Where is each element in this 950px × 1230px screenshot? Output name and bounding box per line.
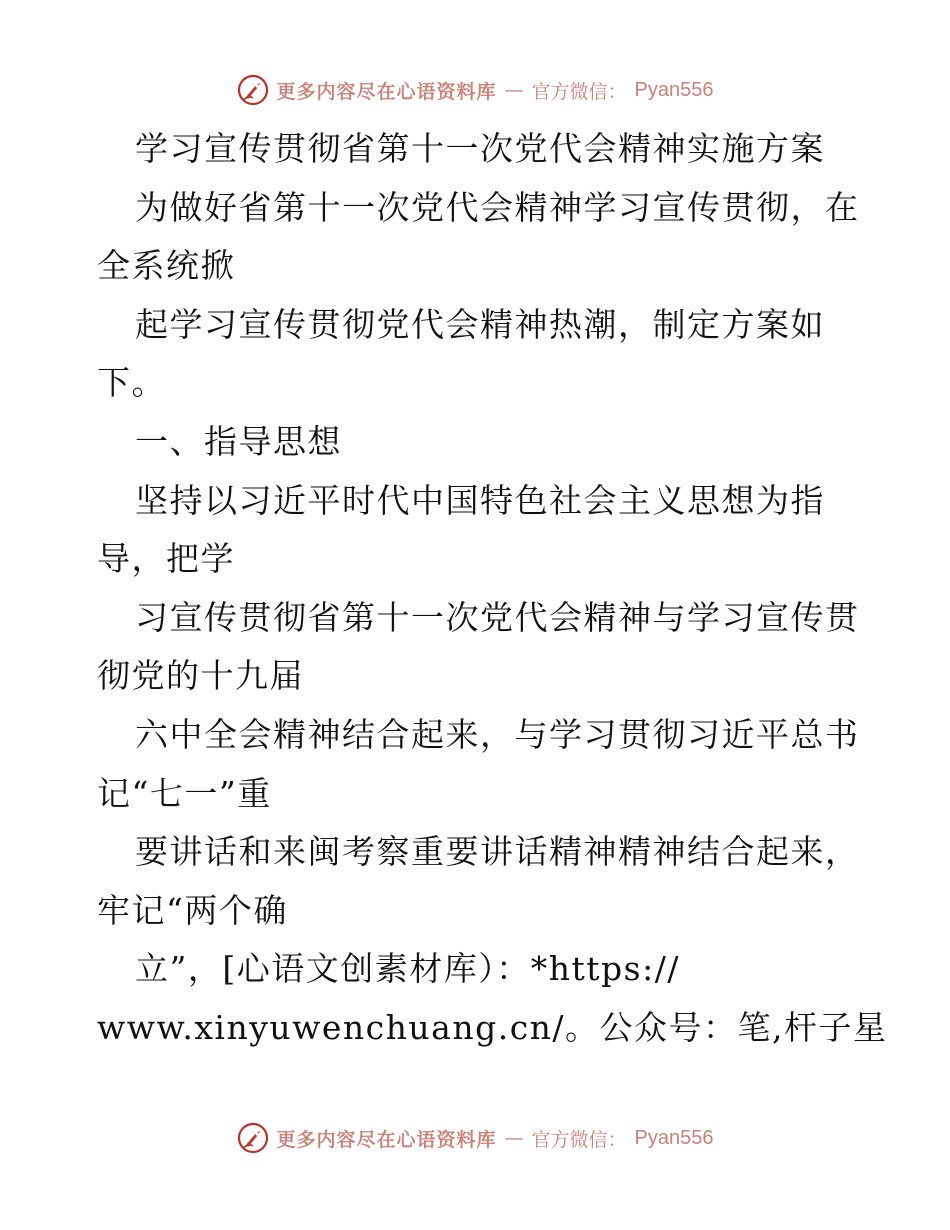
paragraph-line: 记“七一”重 (97, 773, 272, 813)
watermark-contact-label: 官方微信： (531, 1128, 627, 1151)
paragraph-line: 全系统掀 (97, 246, 235, 286)
document-body (97, 120, 888, 1058)
paragraph-line-url: www.xinyuwenchuang.cn/。公众号：笔,杆子星 (97, 1007, 888, 1047)
header-watermark (0, 70, 950, 110)
watermark-separator: — (504, 1127, 524, 1149)
watermark-brand-text: 更多内容尽在心语资料库 (276, 80, 497, 103)
watermark-brand-text: 更多内容尽在心语资料库 (276, 1128, 497, 1151)
paragraph-line: 六中全会精神结合起来，与学习贯彻习近平总书 (135, 714, 860, 754)
pen-nib-logo-icon (237, 1122, 269, 1154)
document-title: 学习宣传贯彻省第十一次党代会精神实施方案 (135, 129, 825, 168)
paragraph-line: 立”，[心语文创素材库）：*https:// (135, 949, 680, 989)
paragraph-line: 导，把学 (97, 539, 235, 579)
watermark-contact-label: 官方微信： (531, 80, 627, 103)
paragraph-line: 起学习宣传贯彻党代会精神热潮，制定方案如 (135, 304, 825, 344)
paragraph-line: 彻党的十九届 (97, 656, 304, 696)
watermark-contact-id: Pyan556 (634, 78, 714, 101)
watermark-contact-id: Pyan556 (634, 1126, 714, 1149)
footer-watermark (0, 1118, 950, 1158)
paragraph-line: 为做好省第十一次党代会精神学习宣传贯彻，在 (135, 187, 860, 227)
section-heading: 一、指导思想 (135, 421, 342, 461)
watermark-separator: — (504, 79, 524, 101)
paragraph-line: 习宣传贯彻省第十一次党代会精神与学习宣传贯 (135, 597, 860, 637)
paragraph-line: 要讲话和来闽考察重要讲话精神精神结合起来， (135, 832, 860, 872)
paragraph-line: 牢记“两个确 (97, 890, 288, 930)
paragraph-line: 坚持以习近平时代中国特色社会主义思想为指 (135, 480, 825, 520)
paragraph-line: 下。 (97, 363, 166, 403)
pen-nib-logo-icon (237, 74, 269, 106)
